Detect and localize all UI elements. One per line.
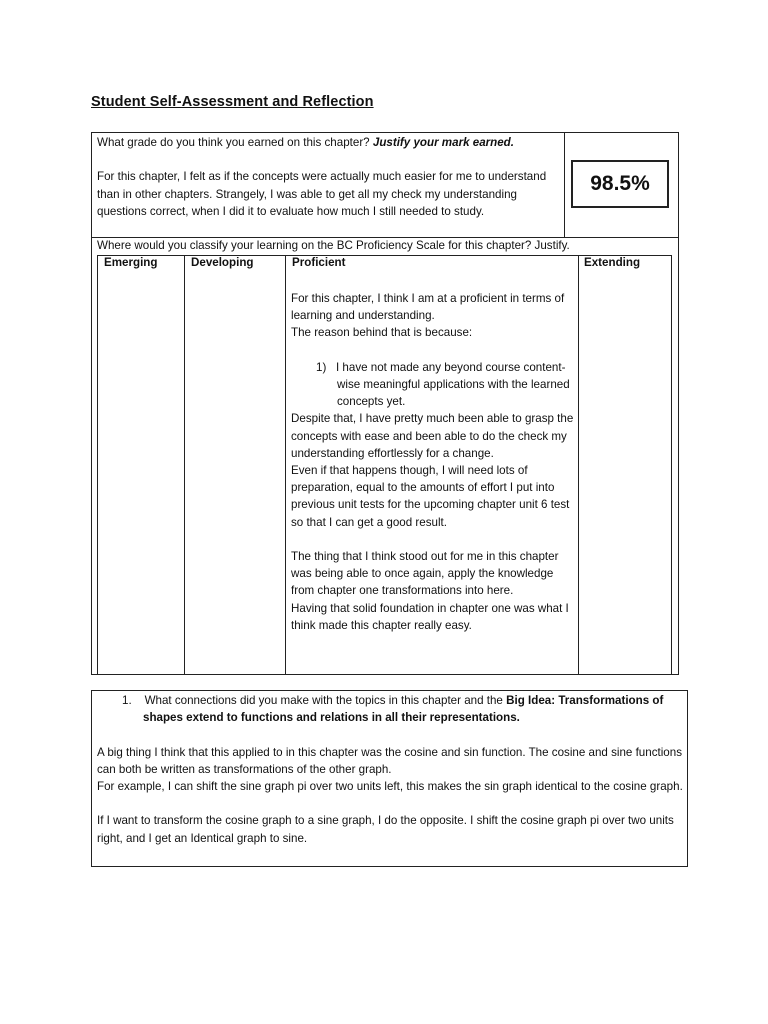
- column-emerging: Emerging: [104, 256, 158, 269]
- big-idea-label: Big Idea:: [506, 694, 556, 707]
- grade-cell-divider: [564, 132, 565, 237]
- list-item: [291, 359, 576, 411]
- connections-para-1: A big thing I think that this applied to in this chapter was the cosine and sin function. The cosine and sine functions can both be written as transformations of the other graph.: [97, 745, 682, 776]
- grade-question: [97, 134, 562, 220]
- list-item-text: I have not made any beyond course content-wise meaningful applications with the learned concepts yet.: [335, 360, 570, 409]
- connections-para-3: If I want to transform the cosine graph to a sine graph, I do the opposite. I shift the cosine graph pi over two units right, and I get an Identical graph to sine.: [97, 814, 674, 845]
- col-divider-1: [184, 255, 185, 675]
- column-extending: Extending: [584, 256, 641, 269]
- connections-prompt: What connections did you make with the topics in this chapter and the: [144, 694, 503, 707]
- grade-justification: For this chapter, I felt as if the concepts were actually much easier for me to understand than in other chapters. Strangely, I was able to get all my check my understanding questions correct, when I did it to evaluate how much I still needed to study.: [97, 170, 547, 218]
- list-number: 1): [316, 360, 327, 374]
- para-solid-foundation: Having that solid foundation in chapter one was what I think made this chapter really easy.: [291, 601, 569, 632]
- question-number: 1.: [122, 694, 132, 707]
- page-title: Student Self-Assessment and Reflection: [91, 94, 374, 110]
- big-idea-text: Transformations of shapes extend to functions and relations in all their representations.: [143, 694, 664, 725]
- proficient-intro: For this chapter, I think I am at a proficient in terms of learning and understanding.: [291, 292, 565, 323]
- column-developing: Developing: [191, 256, 254, 269]
- col-divider-2: [285, 255, 286, 675]
- para-stood-out: The thing that I think stood out for me in this chapter was being able to once again, apply the knowledge from chapter one transformations into here.: [291, 550, 559, 598]
- para-despite: Despite that, I have pretty much been able to grasp the concepts with ease and been able to do the check my understanding effortlessly for a change.: [291, 412, 574, 460]
- grade-prompt-emphasis: Justify your mark earned.: [372, 136, 514, 149]
- grade-prompt: What grade do you think you earned on this chapter?: [97, 136, 370, 149]
- para-even: Even if that happens though, I will need lots of preparation, equal to the amounts of effort I put into previous unit tests for the upcoming chapter unit 6 test so that I can get a good result.: [291, 464, 570, 529]
- connections-content: [97, 692, 687, 847]
- proficient-response: [291, 290, 576, 634]
- connections-para-2: For example, I can shift the sine graph pi over two units left, this makes the sin graph identical to the cosine graph.: [97, 780, 683, 793]
- reason-line: The reason behind that is because:: [291, 326, 473, 340]
- grade-value: 98.5%: [571, 160, 669, 208]
- proficiency-prompt: Where would you classify your learning on the BC Proficiency Scale for this chapter? Justify.: [97, 239, 570, 252]
- connections-question: [97, 692, 687, 726]
- col-divider-3: [578, 255, 579, 675]
- column-proficient: Proficient: [292, 256, 346, 269]
